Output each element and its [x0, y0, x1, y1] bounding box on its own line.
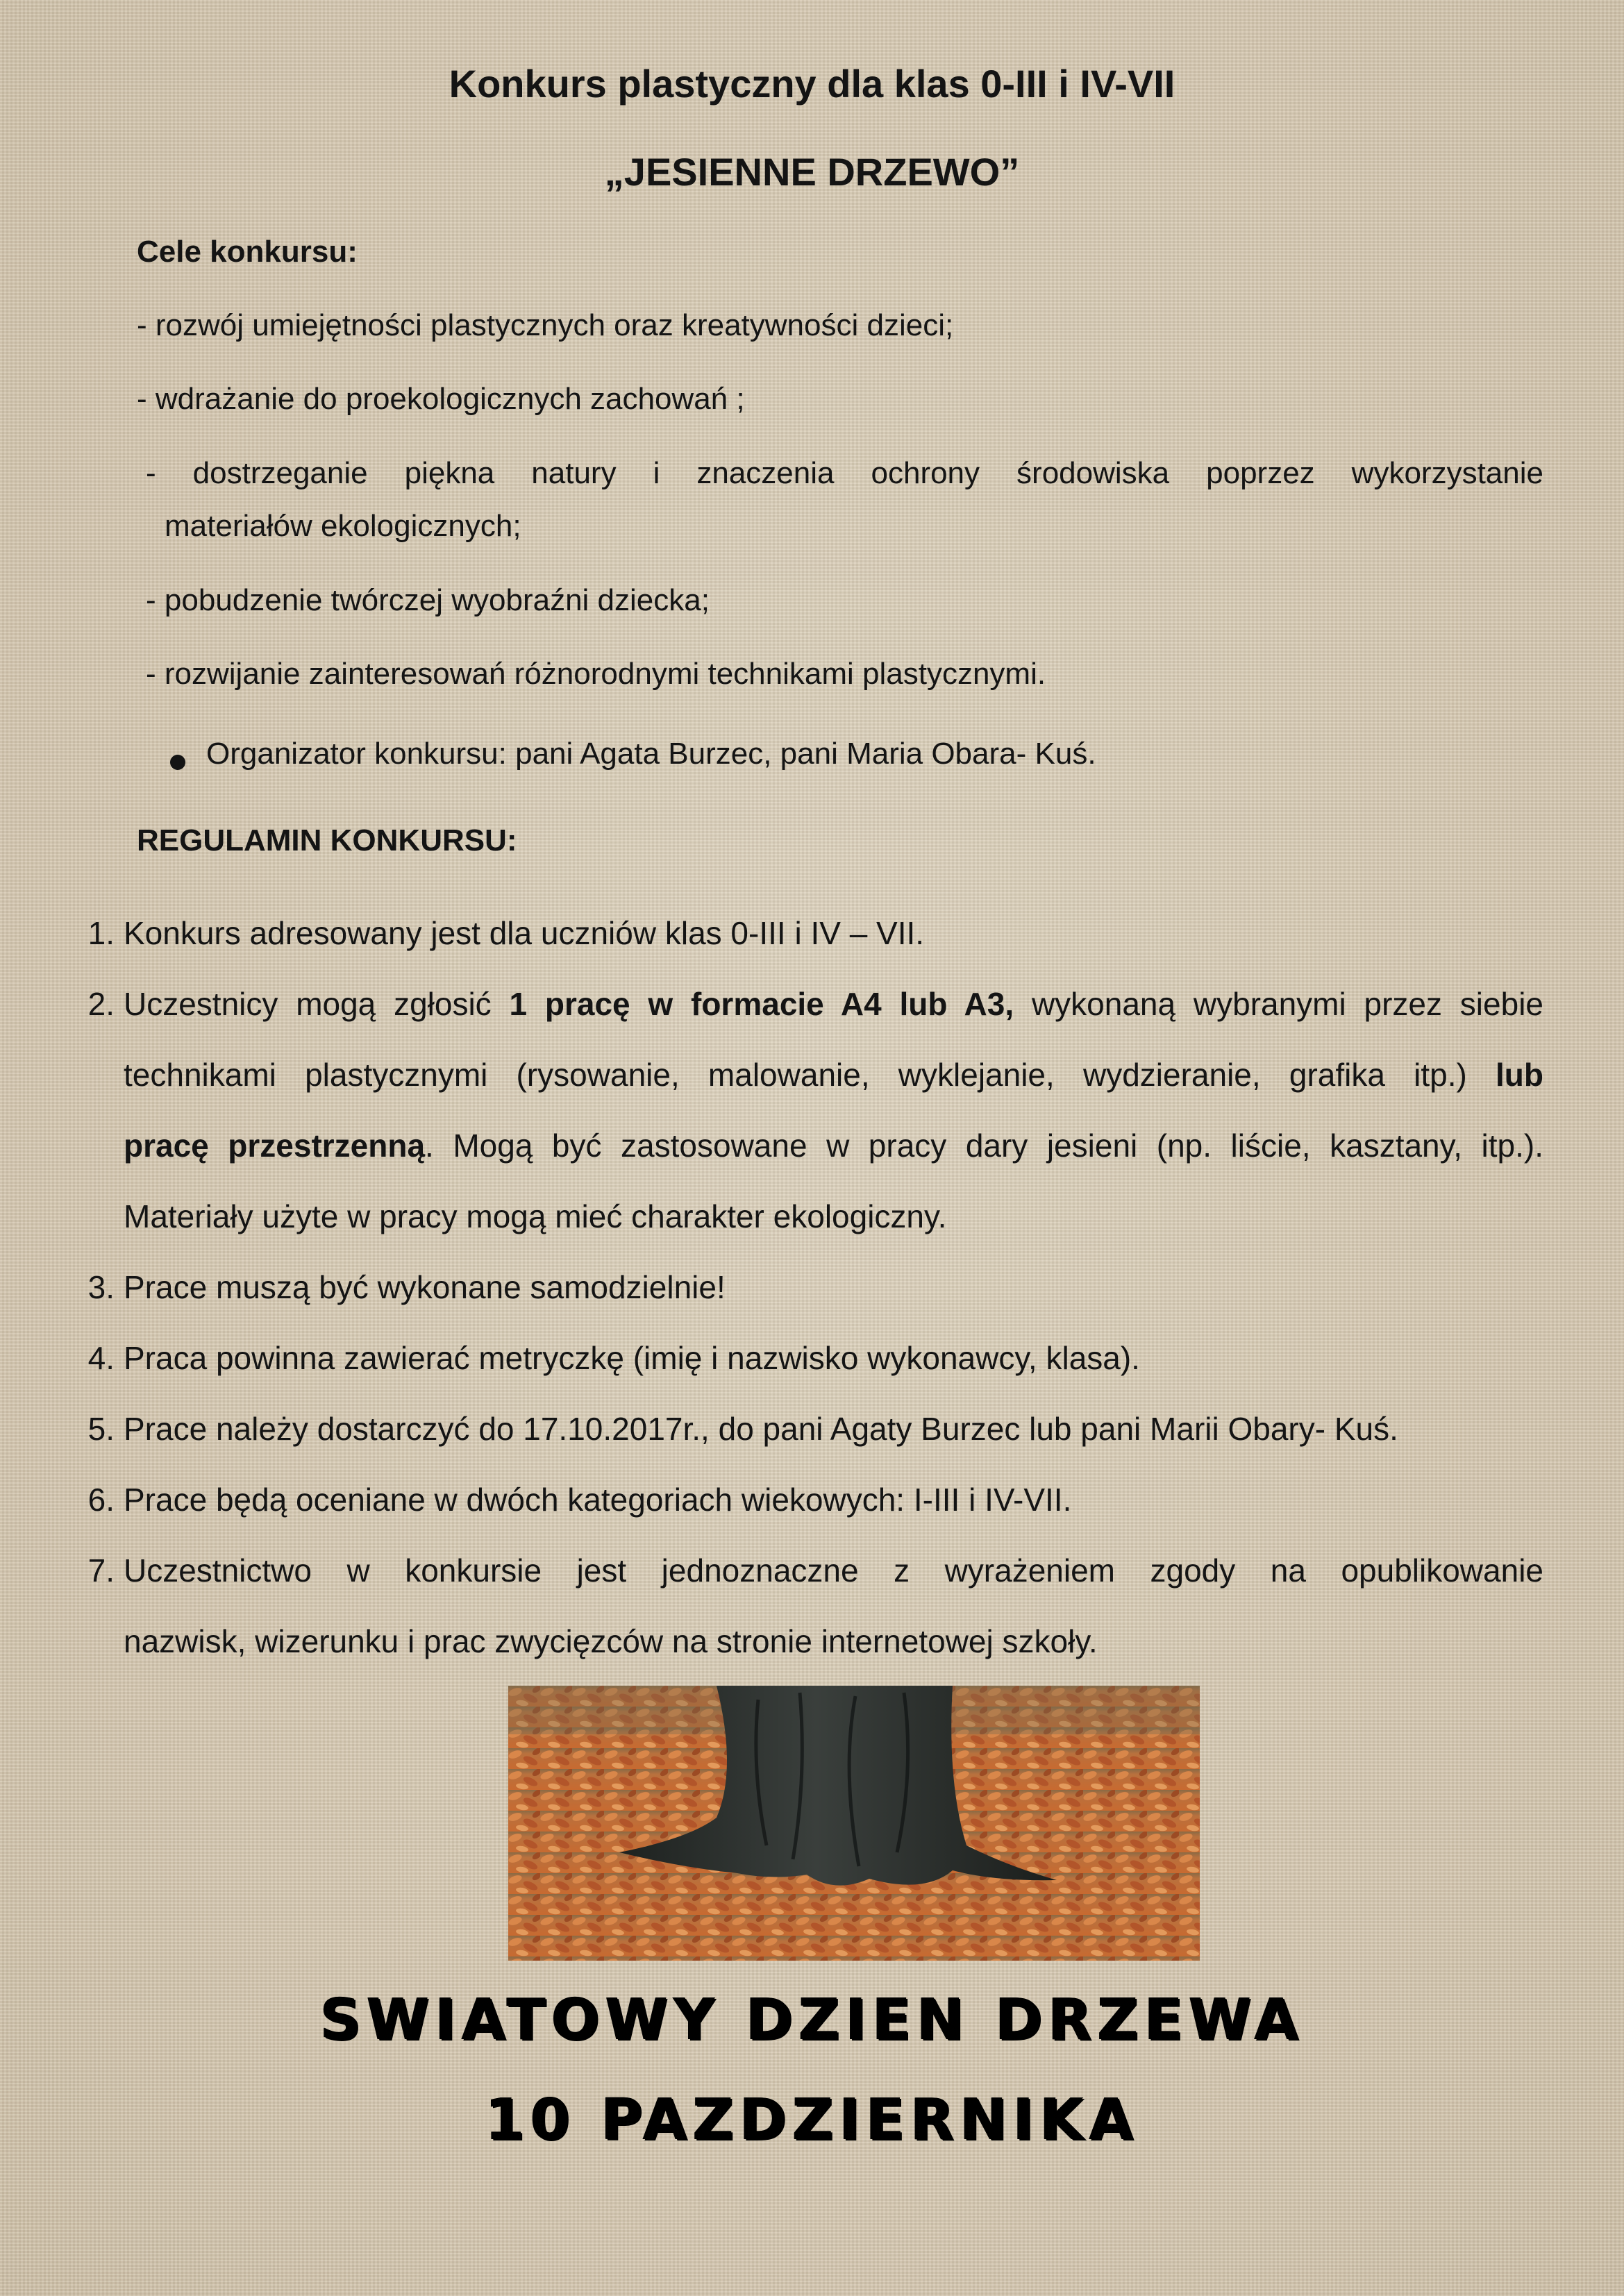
goal-item: - rozwijanie zainteresowań różnorodnymi technikami plastycznymi.: [146, 657, 1046, 691]
contest-name: „JESIENNE DRZEWO”: [604, 150, 1020, 194]
autumn-tree-photo: [508, 1686, 1200, 1961]
event-banner-title: SWIATOWY DZIEN DRZEWA: [319, 1987, 1305, 2053]
rule-item: [0, 1464, 1624, 1535]
goals-heading: Cele konkursu:: [137, 235, 358, 269]
rule-item: [0, 1252, 1624, 1323]
rule-text: Prace muszą być wykonane samodzielnie!: [124, 1269, 726, 1305]
rule-number: 2.: [87, 986, 115, 1022]
goal-item: - pobudzenie twórczej wyobraźni dziecka;: [146, 583, 710, 617]
rule-text: Konkurs adresowany jest dla uczniów klas 0-III i IV – VII.: [124, 915, 925, 951]
rule-number: 6.: [87, 1482, 115, 1518]
rule-text: Prace będą oceniane w dwóch kategoriach wiekowych: I-III i IV-VII.: [124, 1482, 1072, 1518]
rule-text-line: Uczestnicy mogą zgłosić 1 pracę w formacie A4 lub A3, wykonaną wybranymi przez siebie: [124, 986, 1543, 1022]
goal-item: - wdrażanie do proekologicznych zachowań ;: [137, 382, 745, 416]
rule-text: Praca powinna zawierać metryczkę (imię i nazwisko wykonawcy, klasa).: [124, 1340, 1140, 1376]
goal-item: - rozwój umiejętności plastycznych oraz kreatywności dzieci;: [137, 308, 954, 342]
organizer-text: Organizator konkursu: pani Agata Burzec, pani Maria Obara- Kuś.: [206, 737, 1096, 771]
rule-item: [0, 1323, 1624, 1393]
rule-number: 1.: [87, 915, 115, 951]
event-banner-date: 10 PAZDZIERNIKA: [485, 2087, 1139, 2153]
rule-item: [0, 969, 1624, 1253]
rule-number: 5.: [87, 1411, 115, 1447]
bullet-icon: [170, 755, 185, 770]
rule-number: 4.: [87, 1340, 115, 1376]
rule-text-line: nazwisk, wizerunku i prac zwycięzców na stronie internetowej szkoły.: [124, 1623, 1098, 1659]
rule-text-line: pracę przestrzenną. Mogą być zastosowane w pracy dary jesieni (np. liście, kasztany, itp.).: [124, 1128, 1543, 1164]
rule-number: 3.: [87, 1269, 115, 1305]
rule-item: [0, 898, 1624, 969]
goal-item-continuation: materiałów ekologicznych;: [165, 509, 521, 543]
rule-text-line: technikami plastycznymi (rysowanie, malowanie, wyklejanie, wydzieranie, grafika itp.) lub: [124, 1057, 1543, 1093]
rule-text-line: Materiały użyte w pracy mogą mieć charakter ekologiczny.: [124, 1198, 947, 1234]
rule-item: [0, 1393, 1624, 1464]
rule-text: Prace należy dostarczyć do 17.10.2017r., do pani Agaty Burzec lub pani Marii Obary- Kuś.: [124, 1411, 1398, 1447]
goal-item: - dostrzeganie piękna natury i znaczenia ochrony środowiska poprzez wykorzystanie: [146, 456, 1543, 490]
rule-item: [0, 1535, 1624, 1677]
rule-number: 7.: [87, 1552, 115, 1589]
rule-text-line: Uczestnictwo w konkursie jest jednoznaczne z wyrażeniem zgody na opublikowanie: [124, 1552, 1543, 1589]
rules-heading: REGULAMIN KONKURSU:: [137, 823, 517, 857]
page-title: Konkurs plastyczny dla klas 0-III i IV-VII: [449, 62, 1175, 106]
